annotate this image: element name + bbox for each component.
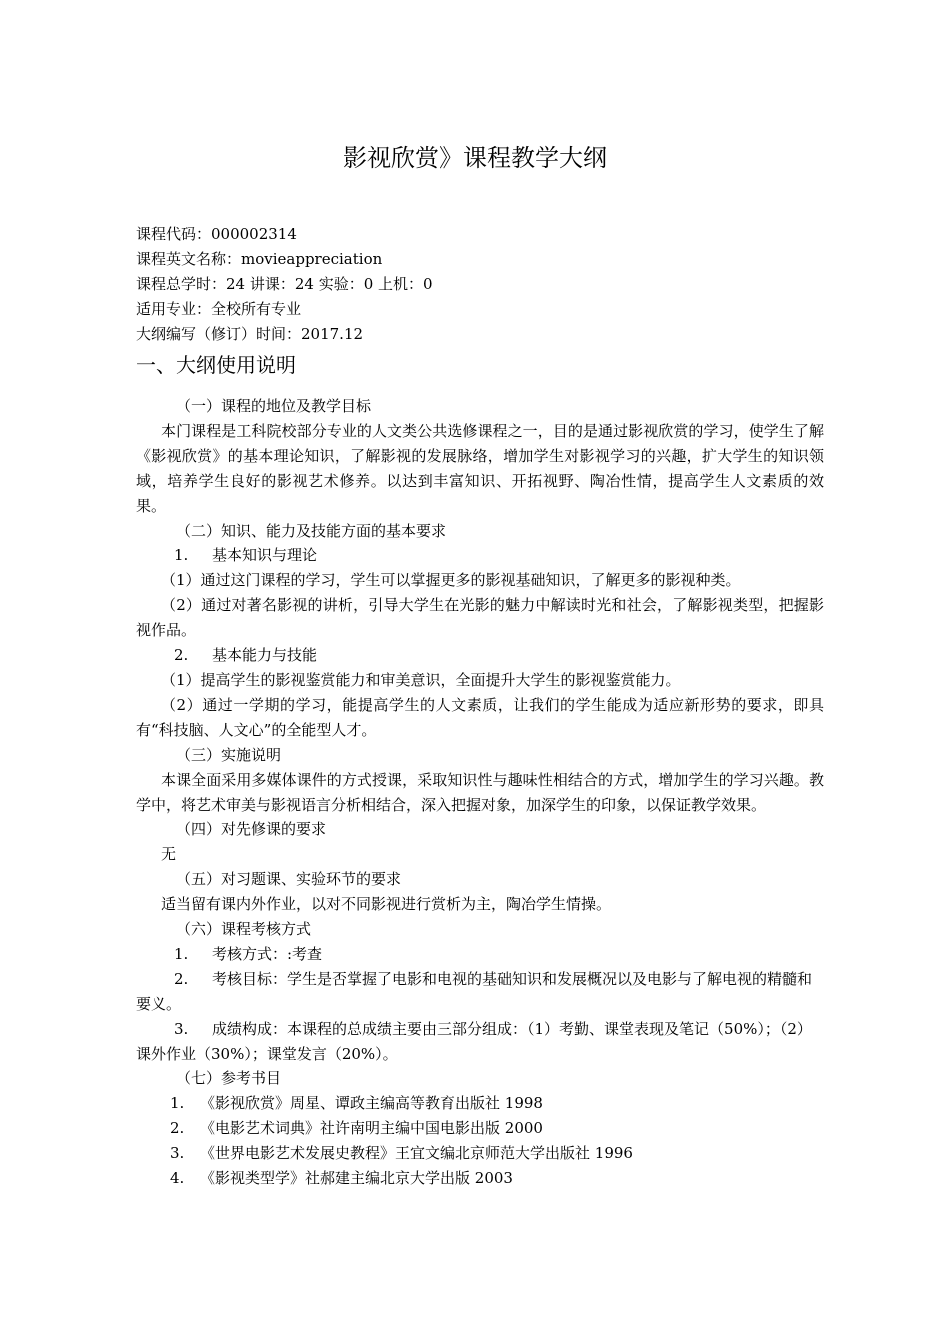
item-text: 考核方式：:考查: [212, 944, 323, 963]
reference-number: 2.: [170, 1119, 185, 1138]
subsection-heading: （二）知识、能力及技能方面的基本要求: [176, 521, 447, 540]
paragraph: 适当留有课内外作业，以对不同影视进行赏析为主，陶冶学生情操。: [161, 895, 612, 914]
paragraph: 本门课程是工科院校部分专业的人文类公共选修课程之一，目的是通过影视欣赏的学习，使学生了解《影视欣赏》的基本理论知识，了解影视的发展脉络，增加学生对影视学习的兴趣，扩大学生的知识领域，培养学生良好的影视艺术修养。以达到丰富知识、开拓视野、陶冶性情，提高学生人文素质的效果。: [136, 421, 824, 515]
paragraph: 无: [161, 845, 177, 864]
numbered-heading: [136, 643, 824, 668]
reference-item: [136, 1141, 824, 1166]
subsection-heading: （五）对习题课、实验环节的要求: [176, 870, 402, 889]
reference-item: [136, 1116, 824, 1141]
reference-text: 《世界电影艺术发展史教程》王宜文编北京师范大学出版社 1996: [200, 1144, 633, 1163]
reference-item: [136, 1166, 824, 1191]
course-code: 课程代码：000002314: [136, 225, 297, 243]
document-title: 影视欣赏》课程教学大纲: [343, 144, 607, 172]
list-item: （2）通过一学期的学习，能提高学生的人文素质，让我们的学生能成为适应新形势的要求，即具有“科技脑、人文心”的全能型人才。: [136, 695, 824, 739]
list-item: （1）提高学生的影视鉴赏能力和审美意识，全面提升大学生的影视鉴赏能力。: [161, 670, 681, 689]
subsection-heading: （七）参考书目: [176, 1069, 282, 1088]
subsection-heading: （四）对先修课的要求: [176, 820, 327, 839]
reference-text: 《影视类型学》社郝建主编北京大学出版 2003: [200, 1169, 513, 1188]
course-revision-date: 大纲编写（修订）时间：2017.12: [136, 325, 364, 343]
section-heading: 一、大纲使用说明: [136, 353, 296, 377]
list-item: [136, 942, 824, 967]
item-text: 考核目标：学生是否掌握了电影和电视的基础知识和发展概况以及电影与了解电视的精髓和要义。: [136, 969, 813, 1013]
reference-number: 1.: [170, 1094, 185, 1113]
item-text: 成绩构成：本课程的总成绩主要由三部分组成：（1）考勤、课堂表现及笔记（50%）；（2）课外作业（30%）；课堂发言（20%）。: [136, 1019, 812, 1063]
list-item: [136, 967, 824, 1017]
reference-number: 3.: [170, 1144, 185, 1163]
item-number: 1.: [174, 546, 189, 565]
subsection-heading: （三）实施说明: [176, 745, 282, 764]
item-number: 2.: [174, 969, 189, 988]
list-item: （1）通过这门课程的学习，学生可以掌握更多的影视基础知识，了解更多的影视种类。: [161, 571, 741, 590]
course-english-name: 课程英文名称：movieappreciation: [136, 250, 383, 268]
numbered-heading: [136, 543, 824, 568]
list-item: [136, 1017, 824, 1067]
course-meta: [136, 222, 433, 347]
course-hours: 课程总学时：24 讲课：24 实验：0 上机：0: [136, 275, 433, 293]
subsection-heading: （一）课程的地位及教学目标: [176, 397, 372, 415]
item-text: 基本能力与技能: [212, 646, 318, 665]
document-body: [136, 394, 824, 1191]
item-number: 2.: [174, 646, 189, 665]
reference-item: [136, 1091, 824, 1116]
reference-text: 《电影艺术词典》社许南明主编中国电影出版 2000: [200, 1119, 543, 1138]
reference-text: 《影视欣赏》周星、谭政主编高等教育出版社 1998: [200, 1094, 543, 1113]
item-number: 1.: [174, 944, 189, 963]
course-major: 适用专业：全校所有专业: [136, 300, 302, 318]
reference-number: 4.: [170, 1169, 185, 1188]
subsection-heading: （六）课程考核方式: [176, 920, 312, 939]
list-item: （2）通过对著名影视的讲析，引导大学生在光影的魅力中解读时光和社会，了解影视类型，把握影视作品。: [136, 596, 824, 640]
item-text: 基本知识与理论: [212, 546, 318, 565]
paragraph: 本课全面采用多媒体课件的方式授课，采取知识性与趣味性相结合的方式，增加学生的学习兴趣。教学中，将艺术审美与影视语言分析相结合，深入把握对象，加深学生的印象，以保证教学效果。: [136, 770, 824, 814]
item-number: 3.: [174, 1019, 189, 1038]
